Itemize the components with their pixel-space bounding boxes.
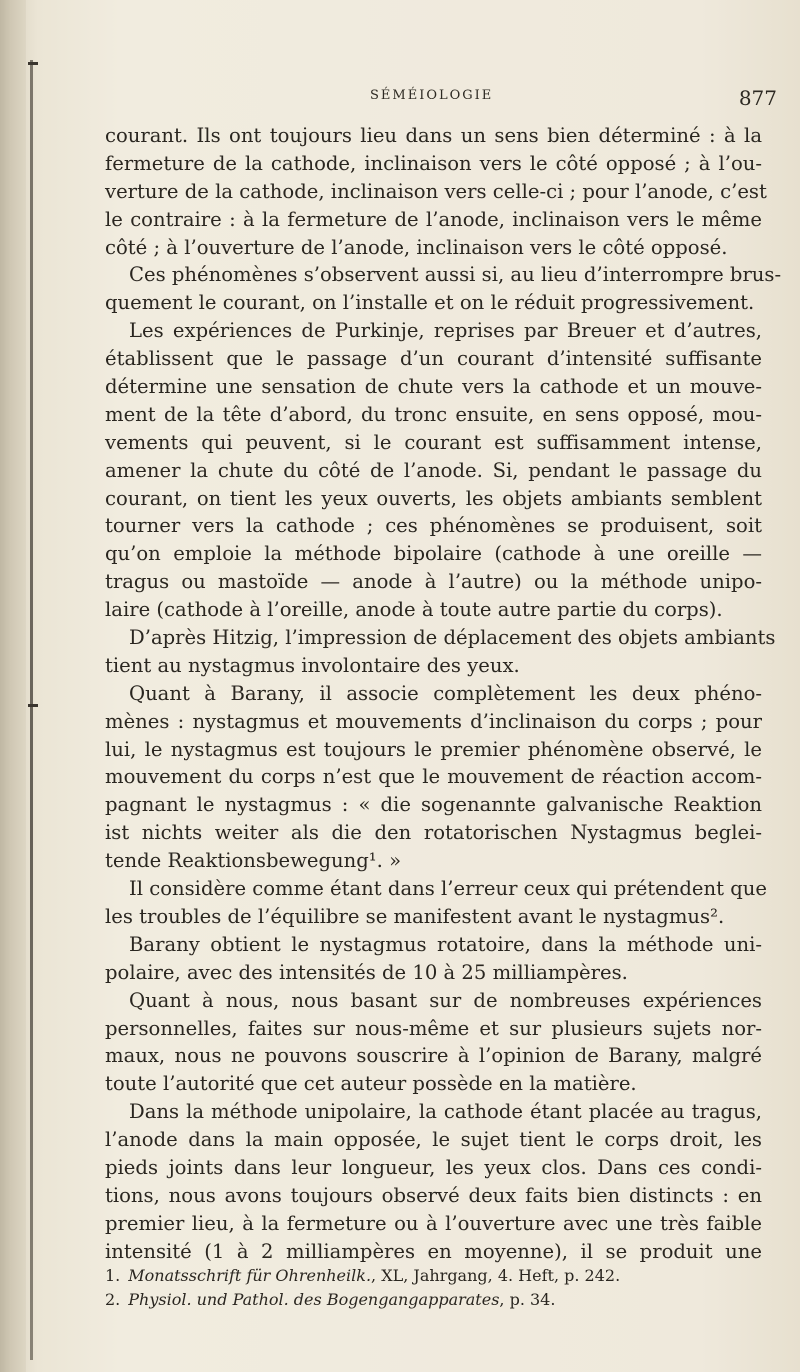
text-line: Dans la méthode unipolaire, la cathode étant placée au tragus, xyxy=(129,1100,762,1124)
text-line: polaire, avec des intensités de 10 à 25 milliampères. xyxy=(105,960,628,984)
binding-mark xyxy=(28,704,38,707)
text-line: tende Reaktionsbewegung¹. » xyxy=(105,849,402,873)
text-line: ment de la tête d’abord, du tronc ensuite, en sens opposé, mou- xyxy=(105,402,762,426)
text-line: courant, on tient les yeux ouverts, les objets ambiants semblent xyxy=(105,486,762,510)
binding-mark xyxy=(28,62,38,65)
page-number: 877 xyxy=(738,86,777,110)
text-line: premier lieu, à la fermeture ou à l’ouverture avec une très faible xyxy=(105,1211,762,1235)
page-binding-edge xyxy=(0,0,26,1372)
text-line: intensité (1 à 2 milliampères en moyenne), il se produit une xyxy=(105,1239,762,1263)
text-line: côté ; à l’ouverture de l’anode, inclinaison vers le côté opposé. xyxy=(105,235,728,259)
footnotes xyxy=(105,1264,725,1312)
text-line: Ces phénomènes s’observent aussi si, au lieu d’interrompre brus- xyxy=(129,263,782,287)
text-line: personnelles, faites sur nous-même et sur plusieurs sujets nor- xyxy=(105,1016,762,1040)
binding-shadow-line xyxy=(30,60,33,1360)
footnote xyxy=(105,1264,725,1288)
text-line: Les expériences de Purkinje, reprises par Breuer et d’autres, xyxy=(129,319,762,343)
text-line: détermine une sensation de chute vers la cathode et un mouve- xyxy=(105,375,762,399)
text-line: verture de la cathode, inclinaison vers celle-ci ; pour l’anode, c’est xyxy=(105,179,767,203)
footnote-title: Monatsschrift für Ohrenheilk. xyxy=(128,1266,372,1285)
text-line: le contraire : à la fermeture de l’anode, inclinaison vers le même xyxy=(105,207,762,231)
footnote xyxy=(105,1288,725,1312)
text-line: lui, le nystagmus est toujours le premier phénomène observé, le xyxy=(105,737,762,761)
text-line: tient au nystagmus involontaire des yeux. xyxy=(105,653,520,677)
running-title: SÉMÉIOLOGIE xyxy=(370,88,494,103)
text-line: toute l’autorité que cet auteur possède en la matière. xyxy=(105,1072,637,1096)
footnote-title: Physiol. und Pathol. des Bogengangapparates xyxy=(128,1290,500,1309)
text-line: pagnant le nystagmus : « die sogenannte galvanische Reaktion xyxy=(105,793,762,817)
text-line: tourner vers la cathode ; ces phénomènes se produisent, soit xyxy=(105,514,762,538)
text-line: Quant à Barany, il associe complètement les deux phéno- xyxy=(129,681,762,705)
page-header xyxy=(105,86,785,116)
text-line: Quant à nous, nous basant sur de nombreuses expériences xyxy=(129,988,762,1012)
text-line: mouvement du corps n’est que le mouvement de réaction accom- xyxy=(105,765,762,789)
footnote-reference: , XL, Jahrgang, 4. Heft, p. 242. xyxy=(371,1266,621,1285)
text-line: les troubles de l’équilibre se manifestent avant le nystagmus². xyxy=(105,904,725,928)
text-line: ist nichts weiter als die den rotatorischen Nystagmus beglei- xyxy=(105,821,762,845)
footnote-number: 2. xyxy=(105,1290,121,1309)
text-line: mènes : nystagmus et mouvements d’inclinaison du corps ; pour xyxy=(105,709,762,733)
text-line: laire (cathode à l’oreille, anode à toute autre partie du corps). xyxy=(105,598,723,622)
text-line: maux, nous ne pouvons souscrire à l’opinion de Barany, malgré xyxy=(105,1044,762,1068)
text-line: amener la chute du côté de l’anode. Si, pendant le passage du xyxy=(105,458,762,482)
text-line: l’anode dans la main opposée, le sujet tient le corps droit, les xyxy=(105,1128,762,1152)
text-line: vements qui peuvent, si le courant est suffisamment intense, xyxy=(105,430,762,454)
text-line: courant. Ils ont toujours lieu dans un sens bien déterminé : à la xyxy=(105,124,762,147)
text-line: tions, nous avons toujours observé deux faits bien distincts : en xyxy=(105,1183,762,1207)
text-line: fermeture de la cathode, inclinaison vers le côté opposé ; à l’ou- xyxy=(105,151,762,175)
text-line: pieds joints dans leur longueur, les yeux clos. Dans ces condi- xyxy=(105,1155,762,1179)
text-line: D’après Hitzig, l’impression de déplacement des objets ambiants xyxy=(129,626,776,650)
text-line: Il considère comme étant dans l’erreur ceux qui prétendent que xyxy=(129,877,767,901)
text-line: Barany obtient le nystagmus rotatoire, dans la méthode uni- xyxy=(129,932,762,956)
text-line: qu’on emploie la méthode bipolaire (cathode à une oreille — xyxy=(105,542,762,566)
body-text xyxy=(105,122,782,1266)
text-line: établissent que le passage d’un courant d’intensité suffisante xyxy=(105,347,762,371)
text-line: tragus ou mastoïde — anode à l’autre) ou la méthode unipo- xyxy=(105,570,762,594)
footnote-reference: , p. 34. xyxy=(499,1290,556,1309)
footnote-number: 1. xyxy=(105,1266,121,1285)
text-line: quement le courant, on l’installe et on le réduit progressivement. xyxy=(105,291,755,315)
